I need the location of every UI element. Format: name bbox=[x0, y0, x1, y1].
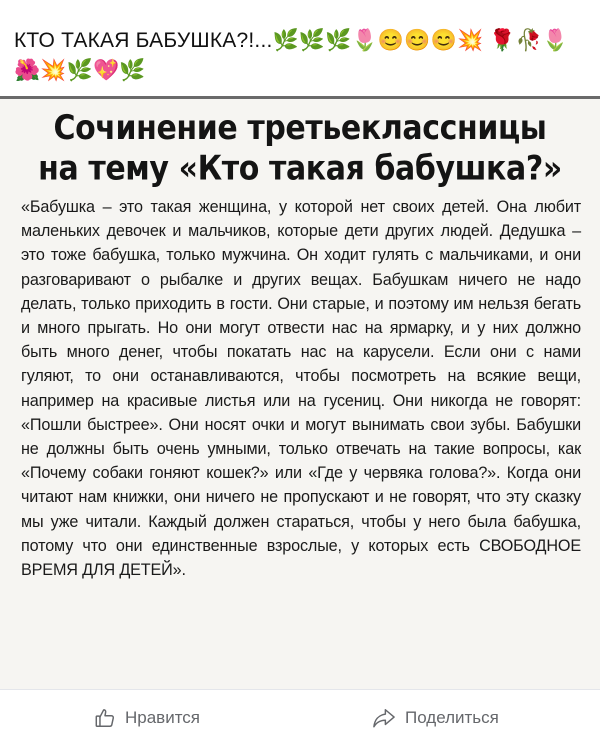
share-button[interactable] bbox=[372, 702, 499, 734]
thumbs-up-icon bbox=[94, 707, 116, 729]
post-title: КТО ТАКАЯ БАБУШКА?!...🌿🌿🌿🌷😊😊😊💥 🌹🥀🌷🌺💥🌿💖🌿 bbox=[14, 29, 569, 82]
share-label: Поделиться bbox=[405, 708, 499, 727]
headline-line-2: на тему «Кто такая бабушка?» bbox=[38, 149, 562, 189]
post-actions-bar bbox=[0, 689, 600, 750]
article-body: «Бабушка – это такая женщина, у которой нет своих детей. Она любит маленьких девочек и мальчиков, которые дети других людей. Дедушка – это тоже бабушка, только мужчина. Он ходит гулять с мальчиками, и они разговаривают о рыбалке и других вещах. Бабушкам ничего не надо делать, только приходить в гости. Они старые, и поэтому им нельзя бегать и много прыгать. Но они могут отвести нас на ярмарку, и у них должно быть много денег, чтобы покатать нас на карусели. Если они с нами гуляют, то они останавливаются, чтобы посмотреть на всякие вещи, например на красивые листья или на гусениц. Они никогда не говорят: «Пошли быстрее». Они носят очки и могут вынимать свои зубы. Бабушки не должны быть очень умными, только отвечать на такие вопросы, как «Почему собаки гоняют кошек?» или «Где у червяка голова?». Когда они читают нам книжки, они ничего не пропускают и не говорят, что эту сказку мы уже читали. Каждый должен стараться, чтобы у него была бабушка, потому что они единственные взрослые, у которых есть СВОБОДНОЕ ВРЕМЯ ДЛЯ ДЕТЕЙ». bbox=[21, 198, 581, 580]
like-label: Нравится bbox=[125, 708, 201, 727]
article-headline bbox=[0, 109, 600, 190]
share-arrow-icon bbox=[372, 707, 396, 729]
post-header bbox=[0, 0, 600, 96]
headline-line-1: Сочинение третьеклассницы bbox=[53, 109, 547, 149]
article-image bbox=[0, 99, 600, 689]
like-button[interactable] bbox=[94, 702, 200, 734]
